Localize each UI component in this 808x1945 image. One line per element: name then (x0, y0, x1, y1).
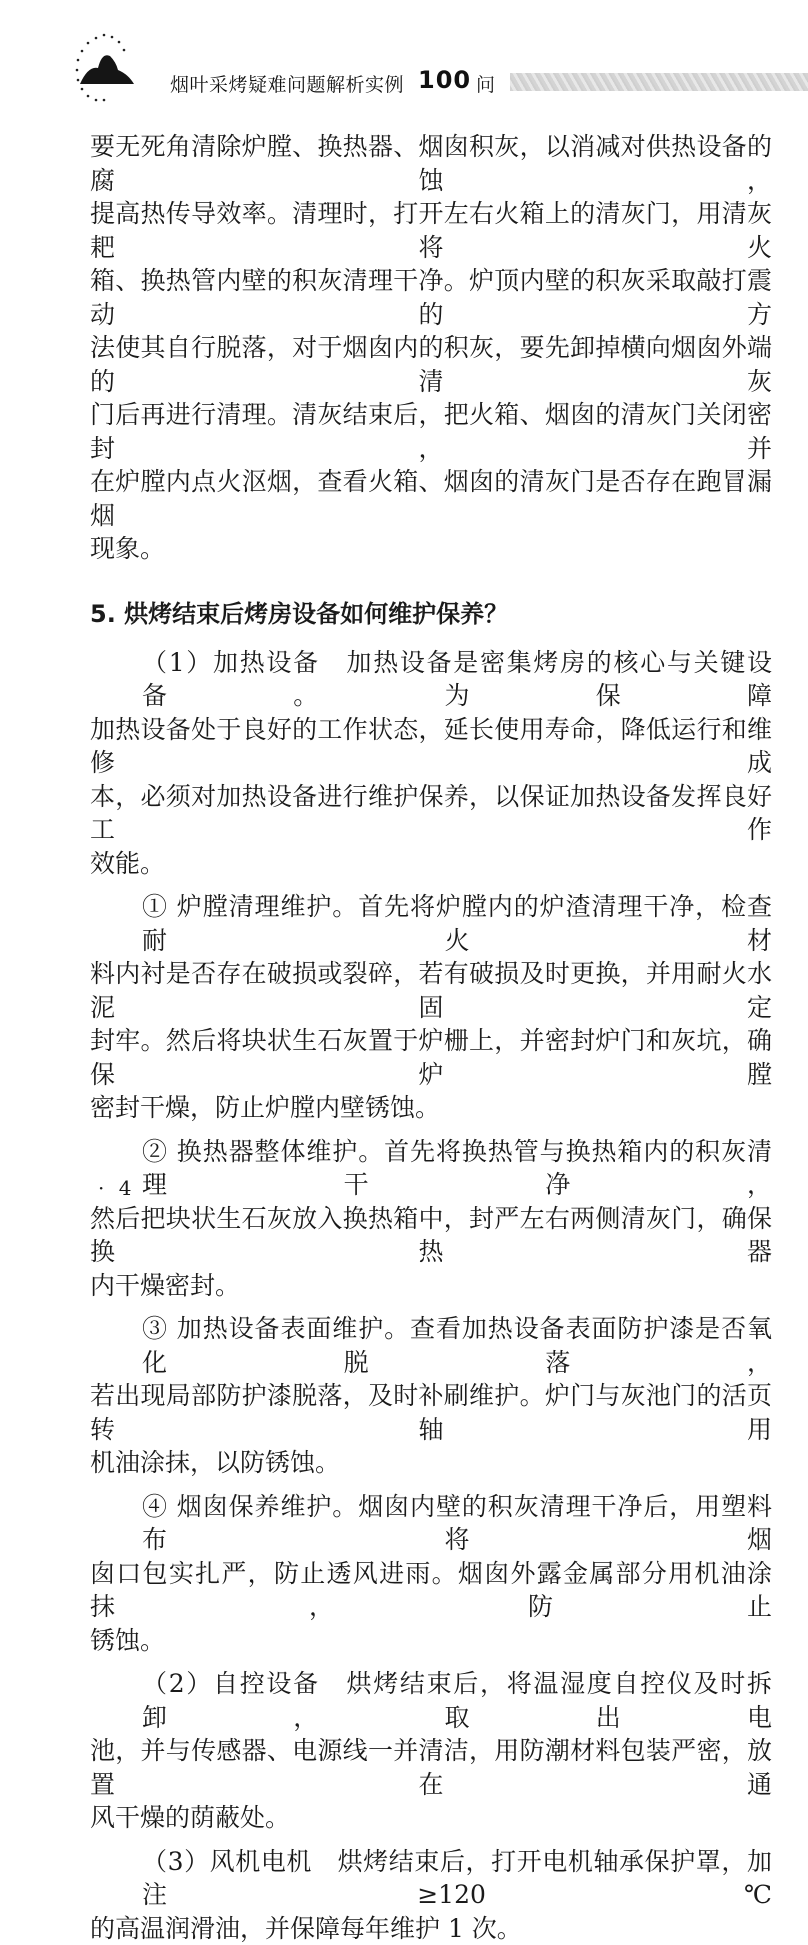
paragraph-surface-maintenance (90, 1312, 772, 1480)
text-line: ④ 烟囱保养维护。烟囱内壁的积灰清理干净后，用塑料布将烟 (90, 1490, 772, 1557)
text-line: 机油涂抹，以防锈蚀。 (90, 1446, 772, 1480)
text-line: （1）加热设备 加热设备是密集烤房的核心与关键设备。为保障 (90, 646, 772, 713)
paragraph-heating-equipment (90, 646, 772, 881)
book-title-suffix: 问 (476, 70, 495, 97)
text-line: 内干燥密封。 (90, 1269, 772, 1303)
text-line: 要无死角清除炉膛、换热器、烟囱积灰，以消减对供热设备的腐蚀， (90, 130, 772, 197)
paragraph-control-equipment (90, 1667, 772, 1835)
text-line: 密封干燥，防止炉膛内壁锈蚀。 (90, 1091, 772, 1125)
text-line: 料内衬是否存在破损或裂碎，若有破损及时更换，并用耐火水泥固定 (90, 957, 772, 1024)
text-line: ③ 加热设备表面维护。查看加热设备表面防护漆是否氧化脱落， (90, 1312, 772, 1379)
text-line: 本，必须对加热设备进行维护保养，以保证加热设备发挥良好工作 (90, 780, 772, 847)
book-title: 烟叶采烤疑难问题解析实例 (170, 70, 404, 97)
book-title-number: 100 (418, 66, 471, 94)
paragraph-furnace-maintenance (90, 890, 772, 1125)
text-line: 加热设备处于良好的工作状态，延长使用寿命，降低运行和维修成 (90, 713, 772, 780)
text-line: 在炉膛内点火沤烟，查看火箱、烟囱的清灰门是否存在跑冒漏烟 (90, 465, 772, 532)
paragraph-chimney (90, 1490, 772, 1658)
text-line: 然后把块状生石灰放入换热箱中，封严左右两侧清灰门，确保换热器 (90, 1202, 772, 1269)
text-line: 池，并与传感器、电源线一并清洁，用防潮材料包装严密，放置在通 (90, 1734, 772, 1801)
text-line: 现象。 (90, 532, 772, 566)
text-line: 风干燥的荫蔽处。 (90, 1801, 772, 1835)
text-line: 封牢。然后将块状生石灰置于炉栅上，并密封炉门和灰坑，确保炉膛 (90, 1024, 772, 1091)
paragraph-fan-motor (90, 1845, 772, 1945)
text-line: 提高热传导效率。清理时，打开左右火箱上的清灰门，用清灰耙将火 (90, 197, 772, 264)
text-line: （3）风机电机 烘烤结束后，打开电机轴承保护罩，加注≥120 ℃ (90, 1845, 772, 1912)
text-line: （2）自控设备 烘烤结束后，将温湿度自控仪及时拆卸，取出电 (90, 1667, 772, 1734)
page-number: · 4 · (98, 1176, 156, 1200)
text-line: 锈蚀。 (90, 1624, 772, 1658)
text-line: 箱、换热管内壁的积灰清理干净。炉顶内壁的积灰采取敲打震动的方 (90, 264, 772, 331)
header-decorative-band (510, 73, 808, 91)
text-line: 门后再进行清理。清灰结束后，把火箱、烟囱的清灰门关闭密封，并 (90, 398, 772, 465)
text-line: 法使其自行脱落，对于烟囱内的积灰，要先卸掉横向烟囱外端的清灰 (90, 331, 772, 398)
text-line: 若出现局部防护漆脱落，及时补刷维护。炉门与灰池门的活页转轴用 (90, 1379, 772, 1446)
page-body (90, 130, 772, 1945)
text-line: 效能。 (90, 847, 772, 881)
text-line: 的高温润滑油，并保障每年维护 1 次。 (90, 1912, 772, 1945)
text-line: 囱口包实扎严，防止透风进雨。烟囱外露金属部分用机油涂抹，防止 (90, 1557, 772, 1624)
text-line: ② 换热器整体维护。首先将换热管与换热箱内的积灰清理干净， (90, 1135, 772, 1202)
section-heading: 5. 烘烤结束后烤房设备如何维护保养？ (90, 596, 772, 632)
paragraph-intro (90, 130, 772, 566)
paragraph-heat-exchanger (90, 1135, 772, 1303)
tobacco-logo-icon (58, 26, 178, 106)
text-line: ① 炉膛清理维护。首先将炉膛内的炉渣清理干净，检查耐火材 (90, 890, 772, 957)
